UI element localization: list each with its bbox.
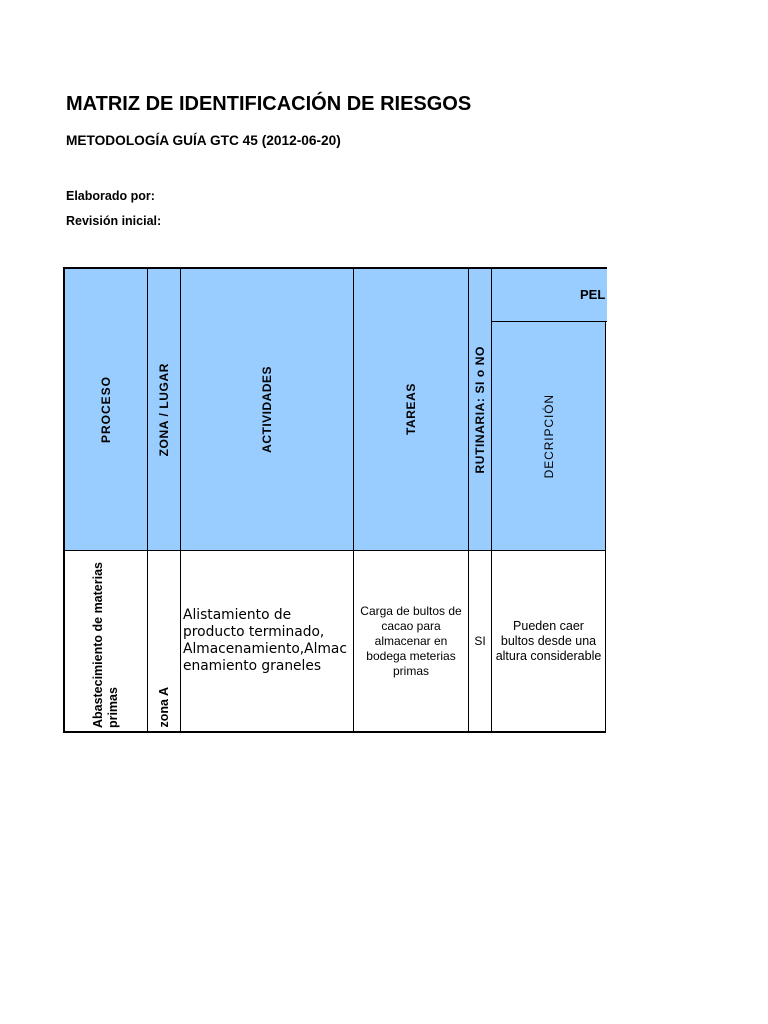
header-label-hazard-group: PEL: [580, 287, 606, 302]
methodology-subtitle: METODOLOGÍA GUÍA GTC 45 (2012-06-20): [66, 133, 341, 148]
header-label-description: DECRIPCIÓN: [541, 393, 556, 479]
activities-value: [181, 551, 353, 731]
tasks-line: bodega meterias: [366, 648, 456, 663]
activities-line: producto terminado,: [183, 624, 325, 640]
header-label-zone: ZONA / LUGAR: [157, 362, 171, 457]
table-cell-process: [65, 551, 148, 733]
header-cell-zone: [148, 269, 181, 551]
prepared-by-label: Elaborado por:: [66, 189, 155, 203]
initial-review-label: Revisión inicial:: [66, 214, 162, 228]
risk-matrix-table: [63, 267, 607, 733]
activities-line: Almacenamiento,Almac: [183, 641, 347, 657]
process-line: Abastecimiento de materias: [91, 561, 105, 728]
header-cell-routine: [469, 269, 492, 551]
process-value: [91, 562, 121, 728]
header-cell-tasks: [354, 269, 469, 551]
tasks-value: [354, 551, 468, 731]
activities-line: enamiento graneles: [183, 658, 322, 674]
routine-value: SI: [474, 633, 486, 648]
tasks-line: cacao para: [381, 618, 441, 633]
header-cell-description: [492, 322, 606, 551]
table-cell-zone: [148, 551, 181, 733]
header-label-tasks: TAREAS: [404, 383, 418, 436]
tasks-line: primas: [392, 663, 429, 678]
table-cell-description: [492, 551, 606, 733]
header-label-routine: RUTINARIA: SI o NO: [473, 345, 487, 474]
header-cell-hazard-group: [492, 269, 607, 322]
activities-line: Alistamiento de: [183, 607, 292, 623]
description-value: [492, 551, 605, 731]
tasks-line: almacenar en: [374, 633, 448, 648]
process-line: primas: [106, 687, 120, 728]
page-title: MATRIZ DE IDENTIFICACIÓN DE RIESGOS: [66, 93, 472, 115]
table-cell-routine: [469, 551, 492, 733]
description-line: altura considerable: [495, 648, 602, 663]
zone-value: [157, 687, 172, 728]
table-cell-activities: [181, 551, 354, 733]
header-label-process: PROCESO: [99, 375, 113, 443]
zone-line: zona A: [156, 687, 171, 728]
table-cell-tasks: [354, 551, 469, 733]
header-cell-process: [65, 269, 148, 551]
header-label-activities: ACTIVIDADES: [260, 366, 274, 453]
tasks-line: Carga de bultos de: [360, 603, 462, 618]
header-cell-activities: [181, 269, 354, 551]
description-line: bultos desde una: [500, 633, 597, 648]
description-line: Pueden caer: [513, 618, 584, 633]
